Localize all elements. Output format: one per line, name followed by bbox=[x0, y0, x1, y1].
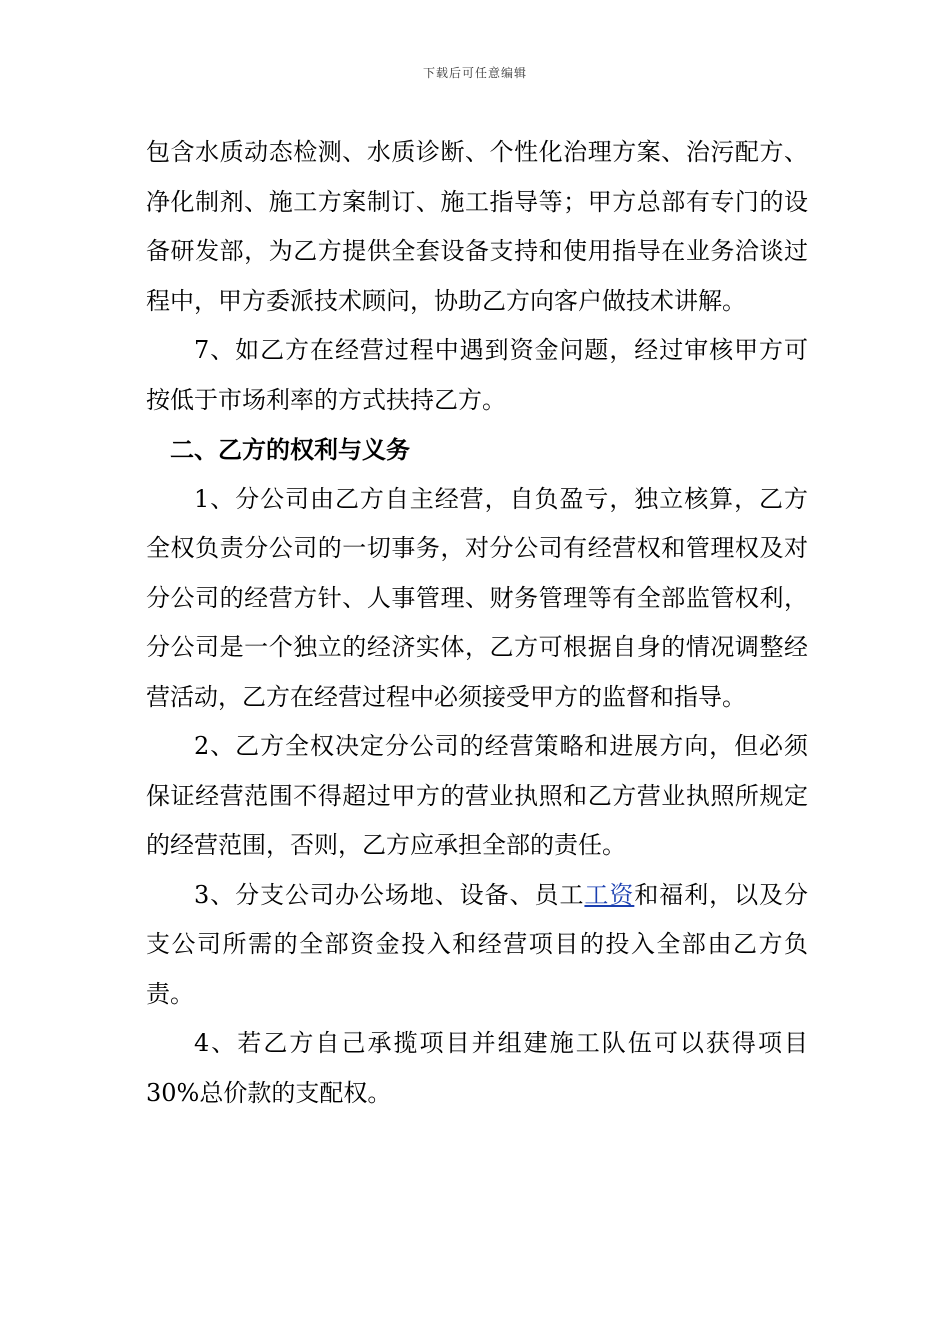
paragraph-item-3-text-end: 和福利，以及分支公司所需的全部资金投入和经营项目的投入全部由乙方负责。 bbox=[146, 880, 809, 1008]
document-body bbox=[146, 128, 808, 1118]
section-heading: 二、乙方的权利与义务 bbox=[170, 435, 410, 464]
paragraph-item-3-text-start: 3、分支公司办公场地、设备、员工 bbox=[194, 880, 585, 909]
paragraph-item-3 bbox=[146, 871, 808, 1020]
paragraph-item-1: 1、分公司由乙方自主经营，自负盈亏，独立核算，乙方全权负责分公司的一切事务，对分公司有经营权和管理权及对分公司的经营方针、人事管理、财务管理等有全部监管权利，分公司是一个独立的经济实体，乙方可根据自身的情况调整经营活动，乙方在经营过程中必须接受甲方的监督和指导。 bbox=[146, 484, 808, 711]
salary-link[interactable]: 工资 bbox=[584, 880, 635, 909]
page-header: 下载后可任意编辑 bbox=[422, 66, 527, 80]
paragraph-item-7: 7、如乙方在经营过程中遇到资金问题，经过审核甲方可按低于市场利率的方式扶持乙方。 bbox=[146, 336, 808, 414]
paragraph-item-4: 4、若乙方自己承揽项目并组建施工队伍可以获得项目30%总价款的支配权。 bbox=[146, 1029, 808, 1107]
paragraph-item-2: 2、乙方全权决定分公司的经营策略和进展方向，但必须保证经营范围不得超过甲方的营业执照和乙方营业执照所规定的经营范围，否则，乙方应承担全部的责任。 bbox=[146, 732, 808, 859]
paragraph-continued: 包含水质动态检测、水质诊断、个性化治理方案、治污配方、净化制剂、施工方案制订、施工指导等；甲方总部有专门的设备研发部，为乙方提供全套设备支持和使用指导在业务洽谈过程中，甲方委派技术顾问，协助乙方向客户做技术讲解。 bbox=[146, 138, 808, 315]
